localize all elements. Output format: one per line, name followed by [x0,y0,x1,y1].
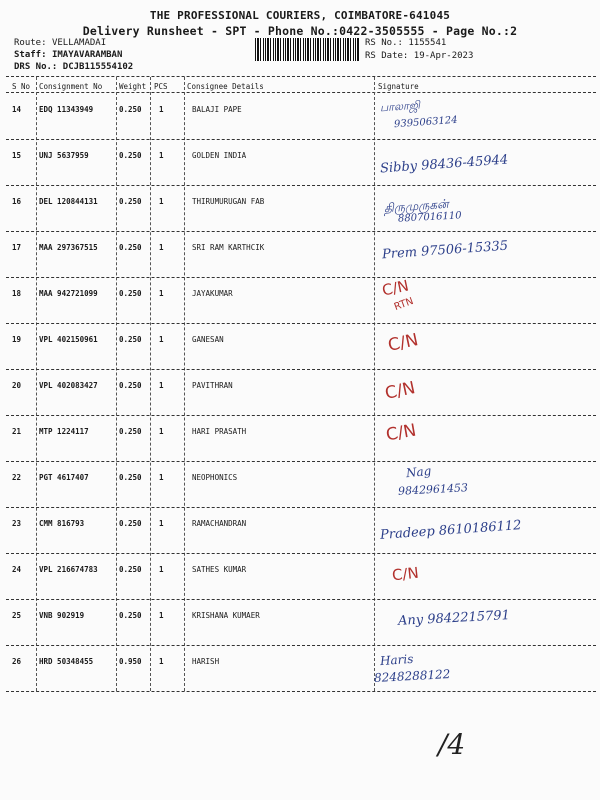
handwritten-signature: C/N [380,276,411,300]
row-divider [6,323,596,324]
rs-date-value: 19-Apr-2023 [413,51,474,61]
pcs-cell: 1 [159,611,164,620]
handwritten-signature: Any 9842215791 [397,608,511,629]
pcs-cell: 1 [159,657,164,666]
handwritten-signature: C/N [391,563,420,585]
consignment-cell: PGT 4617407 [39,473,89,482]
consignment-cell: MAA 297367515 [39,243,98,252]
handwritten-signature: 9395063124 [393,114,458,131]
consignee-cell: PAVITHRAN [192,381,233,390]
consignee-cell: GOLDEN INDIA [192,151,247,160]
handwritten-signature: 9842961453 [397,481,469,498]
table-row [0,601,600,647]
row-divider [6,415,596,416]
consignee-cell: HARI PRASATH [192,427,247,436]
consignee-cell: GANESAN [192,335,224,344]
sno-cell: 20 [12,381,22,390]
col-weight: Weight [119,82,147,91]
rs-no-label: RS No.: [365,38,403,48]
sno-cell: 17 [12,243,22,252]
consignment-cell: DEL 120844131 [39,197,98,206]
handwritten-signature: C/N [383,378,418,404]
handwritten-signature: Pradeep 8610186112 [379,518,522,543]
table-row [0,276,600,325]
row-divider [6,277,596,278]
table-row [0,187,600,233]
drs-label: DRS No.: [14,62,58,72]
table-top-rule [6,76,596,77]
sno-cell: 21 [12,427,22,436]
page-mark: /4 [438,728,466,761]
handwritten-signature: 8248288122 [373,667,451,685]
table-row [0,141,600,187]
weight-cell: 0.250 [119,565,142,574]
route-value: VELLAMADAI [51,38,107,48]
pcs-cell: 1 [159,335,164,344]
consignment-cell: EDQ 11343949 [39,105,94,114]
rs-date-label: RS Date: [365,51,409,61]
consignment-cell: VPL 216674783 [39,565,98,574]
handwritten-signature: C/N [386,330,421,356]
table-row [0,509,600,555]
consignment-cell: VNB 902919 [39,611,85,620]
handwritten-signature: RTN [392,295,416,314]
route-line [14,38,106,48]
handwritten-signature: பாலாஜி [379,98,421,115]
sno-cell: 25 [12,611,22,620]
row-divider [6,369,596,370]
handwritten-signature: திருமுருகன் [383,196,450,216]
table-row [0,371,600,417]
consignee-cell: SATHES KUMAR [192,565,247,574]
weight-cell: 0.250 [119,243,142,252]
weight-cell: 0.250 [119,381,142,390]
pcs-cell: 1 [159,381,164,390]
sno-cell: 22 [12,473,22,482]
row-divider [6,231,596,232]
pcs-cell: 1 [159,105,164,114]
runsheet-subtitle: Delivery Runsheet - SPT - Phone No.:0422-3505555 - Page No.:2 [82,24,518,38]
pcs-cell: 1 [159,151,164,160]
row-divider [6,139,596,140]
col-pcs: PCS [154,82,168,91]
weight-cell: 0.250 [119,611,142,620]
sno-cell: 14 [12,105,22,114]
table-row [0,95,600,141]
pcs-cell: 1 [159,473,164,482]
consignment-cell: VPL 402150961 [39,335,98,344]
staff-line [14,50,122,60]
sno-cell: 16 [12,197,22,206]
pcs-cell: 1 [159,243,164,252]
row-divider [6,553,596,554]
rs-date-line [365,51,473,61]
col-consignment: Consignment No [39,82,103,91]
drs-value: DCJB115554102 [62,62,134,72]
weight-cell: 0.950 [119,657,142,666]
consignee-cell: RAMACHANDRAN [192,519,247,528]
pcs-cell: 1 [159,519,164,528]
weight-cell: 0.250 [119,289,142,298]
pcs-cell: 1 [159,427,164,436]
consignment-cell: CMM 816793 [39,519,85,528]
row-divider [6,599,596,600]
pcs-cell: 1 [159,197,164,206]
weight-cell: 0.250 [119,473,142,482]
consignee-cell: BALAJI PAPE [192,105,242,114]
weight-cell: 0.250 [119,197,142,206]
consignee-cell: HARISH [192,657,220,666]
weight-cell: 0.250 [119,105,142,114]
sno-cell: 18 [12,289,22,298]
drs-line [14,62,133,72]
col-sno: S No [12,82,31,91]
rs-no-line [365,38,446,48]
consignee-cell: KRISHANA KUMAER [192,611,260,620]
row-divider [6,645,596,646]
row-divider [6,185,596,186]
table-row [0,555,600,601]
sno-cell: 19 [12,335,22,344]
row-divider [6,461,596,462]
consignee-cell: JAYAKUMAR [192,289,233,298]
table-row [0,647,600,693]
table-row [0,417,600,463]
weight-cell: 0.250 [119,519,142,528]
sno-cell: 15 [12,151,22,160]
pcs-cell: 1 [159,289,164,298]
handwritten-signature: Haris [379,651,414,669]
col-details: Consignee Details [187,82,264,91]
pcs-cell: 1 [159,565,164,574]
consignee-cell: SRI RAM KARTHCIK [192,243,265,252]
sno-cell: 24 [12,565,22,574]
staff-label: Staff: [14,50,47,60]
table-row [0,325,600,371]
rs-no-value: 1155541 [408,38,447,48]
handwritten-signature: C/N [384,420,418,446]
sno-cell: 26 [12,657,22,666]
handwritten-signature: Nag [405,463,433,481]
weight-cell: 0.250 [119,151,142,160]
table-row [0,463,600,509]
consignment-cell: MTP 1224117 [39,427,89,436]
table-row [0,233,600,279]
weight-cell: 0.250 [119,335,142,344]
weight-cell: 0.250 [119,427,142,436]
runsheet-title: THE PROFESSIONAL COURIERS, COIMBATORE-641045 [149,9,451,22]
handwritten-signature: Prem 97506-15335 [381,238,509,263]
route-label: Route: [14,38,47,48]
consignment-cell: VPL 402083427 [39,381,98,390]
row-divider [6,507,596,508]
staff-value: IMAYAVARAMBAN [51,50,123,60]
sno-cell: 23 [12,519,22,528]
handwritten-signature: Sibby 98436-45944 [379,152,509,177]
barcode [255,38,360,61]
handwritten-signature: 8807016110 [397,210,462,225]
consignment-cell: MAA 942721099 [39,289,98,298]
consignee-cell: NEOPHONICS [192,473,238,482]
consignee-cell: THIRUMURUGAN FAB [192,197,265,206]
col-signature: Signature [378,82,419,91]
consignment-cell: HRD 50348455 [39,657,94,666]
header-bottom-rule [6,92,596,93]
row-divider [6,691,596,692]
consignment-cell: UNJ 5637959 [39,151,89,160]
